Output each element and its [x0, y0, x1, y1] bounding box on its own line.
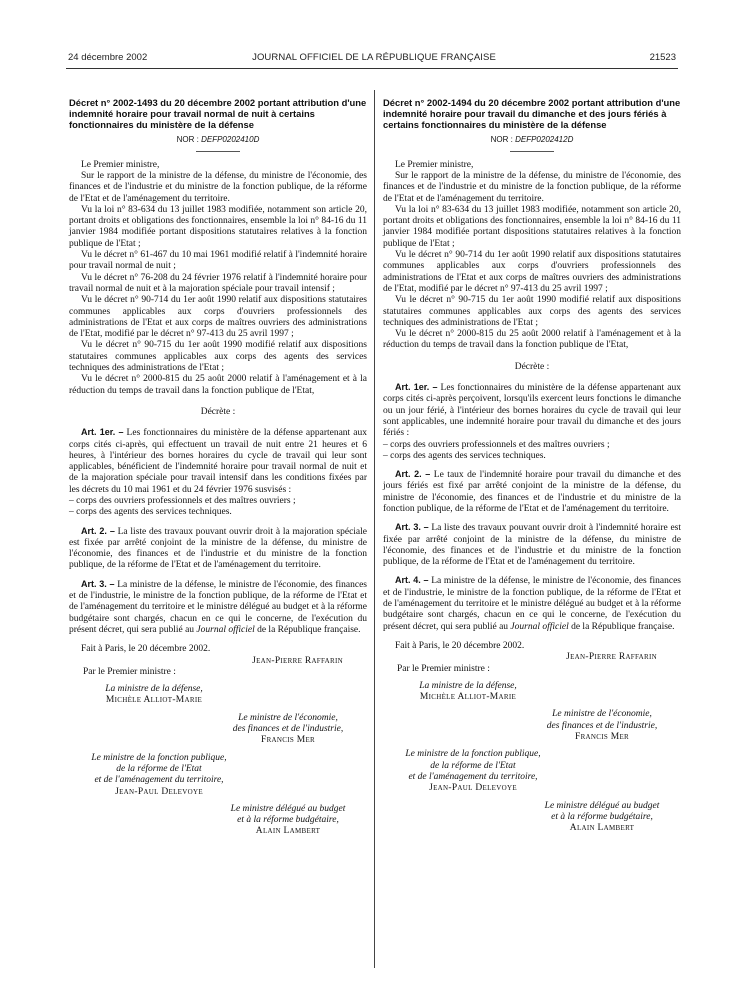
visa-paragraph: Vu le décret n° 2000-815 du 25 août 2000 relatif à l'aménagement et à la réduction du temps de travail dans la fonction publique de l'Etat, — [383, 329, 681, 351]
signatory-name: Michèle Alliot-Marie — [419, 692, 517, 703]
column-divider — [374, 90, 375, 968]
signatory-budget — [209, 804, 367, 838]
title-rule — [510, 151, 554, 152]
decrete-heading: Décrète : — [514, 361, 550, 372]
article-text: La liste des travaux pouvant ouvrir droit à la majoration spéciale est fixée par arrêté conjoint de la ministre de la défense, du ministre de l'économie, des finances et de l'industrie et du ministre de la fonction publique, de la réforme de l'Etat et de l'aménagement du territoire. — [69, 526, 367, 571]
signatory-role: et de l'aménagement du territoire, — [94, 775, 224, 786]
signatory-pm: Jean-Pierre Raffarin — [566, 652, 657, 663]
signatory-name: Alain Lambert — [569, 823, 635, 834]
signatory-role: et de l'aménagement du territoire, — [408, 771, 538, 782]
signatory-role: de la réforme de l'Etat — [116, 763, 202, 774]
signatory-economie — [209, 713, 367, 747]
article-text: Le taux de l'indemnité horaire pour travail du dimanche et des jours fériés est fixé par arrêté conjoint de la ministre de la défense, du ministre de l'économie, des finances et de l'industrie et du ministre de la fonction publique, de la réforme de l'Etat et de l'aménagement du territoire. — [383, 470, 682, 514]
article-text-end: de la République française. — [568, 621, 675, 632]
list-item: – corps des agents des services techniques. — [383, 450, 546, 461]
article-3 — [383, 522, 681, 568]
journal-officiel-ref: Journal officiel — [196, 624, 255, 635]
article-text: Les fonctionnaires du ministère de la défense appartenant aux corps cités ci-après, qui effectuent un travail de nuit entre 21 heures et 6 heures, à l'intérieur des bornes horaires du cycle de travail qui leur sont applicables, bénéficient de l'indemnité horaire pour travail normal de nuit et de la majoration spéciale pour travail intensif dans les conditions fixées par les décrets du 10 mai 1961 et du 24 février 1976 susvisés : — [69, 428, 367, 495]
article-label: Art. 2. – — [81, 525, 115, 536]
list-item: – corps des ouvriers professionnels et des maîtres ouvriers ; — [383, 439, 610, 450]
signatory-name: Alain Lambert — [255, 826, 321, 837]
visa-paragraph: Sur le rapport de la ministre de la défense, du ministre de l'économie, des finances et de l'industrie et du ministre de la fonction publique, de la réforme de l'Etat et de l'aménagement du territoire. — [383, 170, 681, 204]
signatory-role: des finances et de l'industrie, — [232, 724, 344, 735]
visa-paragraph: Vu le décret n° 90-714 du 1er août 1990 relatif aux dispositions statutaires communes applicables aux corps d'ouvriers professionnels des administrations de l'Etat et aux corps de maîtres ouvriers des administrations de l'Etat, modifié par le décret n° 97-413 du 25 avril 1997 ; — [69, 295, 367, 340]
header-page-number: 21523 — [649, 52, 676, 63]
visa-paragraph: Le Premier ministre, — [395, 159, 474, 170]
par-premier-ministre: Par le Premier ministre : — [397, 663, 490, 674]
signatory-role: Le ministre délégué au budget — [230, 803, 346, 814]
signatory-role: La ministre de la défense, — [419, 680, 517, 691]
visa-paragraph: Vu la loi n° 83-634 du 13 juillet 1983 modifiée, notamment son article 20, portant droits et obligations des fonctionnaires, ensemble la loi n° 84-16 du 11 janvier 1984 modifiée portant dispositions statutaires relatives à la fonction publique de l'Etat ; — [69, 204, 367, 249]
article-2 — [383, 469, 681, 515]
nor-label: NOR : — [490, 135, 516, 145]
signatory-economie — [523, 709, 681, 743]
visa-paragraph: Vu le décret n° 76-208 du 24 février 1976 relatif à l'indemnité horaire pour travail normal de nuit et à la majoration spéciale pour travail intensif ; — [69, 272, 367, 294]
decree-title: Décret n° 2002-1493 du 20 décembre 2002 portant attribution d'une indemnité horaire pour travail normal de nuit à certains fonctionnaires du ministère de la défense — [69, 97, 367, 130]
signatory-role: Le ministre de la fonction publique, — [405, 749, 541, 760]
signatory-defense — [69, 684, 239, 707]
visa-paragraph: Vu le décret n° 90-715 du 1er août 1990 modifié relatif aux dispositions statutaires communes applicables aux corps des agents des services techniques des administrations de l'Etat ; — [69, 340, 367, 374]
decree-title: Décret n° 2002-1494 du 20 décembre 2002 portant attribution d'une indemnité horaire pour travail du dimanche et des jours fériés à certains fonctionnaires du ministère de la défense — [383, 97, 681, 130]
visa-paragraph: Vu le décret n° 90-715 du 1er août 1990 modifié relatif aux dispositions statutaires communes applicables aux corps des agents des services techniques des administrations de l'Etat ; — [383, 295, 681, 328]
visa-paragraph: Vu la loi n° 83-634 du 13 juillet 1983 modifiée, notamment son article 20, portant droits et obligations des fonctionnaires, ensemble la loi n° 84-16 du 11 janvier 1984 modifiée portant dispositions statutaires relatives à la fonction publique de l'Etat ; — [383, 204, 681, 249]
visa-paragraph: Le Premier ministre, — [81, 159, 160, 170]
signatory-fonction-publique — [69, 753, 249, 798]
signatory-role: La ministre de la défense, — [105, 684, 203, 695]
signatory-fonction-publique — [383, 749, 563, 794]
article-3 — [69, 579, 367, 636]
article-2 — [69, 526, 367, 572]
journal-officiel-ref: Journal officiel — [510, 621, 569, 632]
signatory-name: Michèle Alliot-Marie — [105, 695, 203, 706]
header-rule — [66, 68, 678, 69]
article-1 — [383, 382, 681, 439]
title-rule — [196, 151, 240, 152]
article-text: Les fonctionnaires du ministère de la défense appartenant aux corps cités ci-après perçoivent, lorsqu'ils exercent leurs fonctions le dimanche ou un jour férié, à l'intérieur des bornes horaires du cycle de travail qui leur sont applicables, une indemnité horaire pour travail du dimanche et des jours fériés : — [383, 383, 681, 439]
nor-code: DEFP0202410D — [201, 135, 260, 145]
visa-paragraph: Vu le décret n° 90-714 du 1er août 1990 relatif aux dispositions statutaires communes applicables aux corps d'ouvriers professionnels des administrations de l'Etat et aux corps de maîtres ouvriers des administrations de l'Etat, modifié par le décret n° 97-413 du 25 avril 1997 ; — [383, 250, 681, 294]
signatory-role: et à la réforme budgétaire, — [551, 811, 653, 822]
article-label: Art. 1er. – — [395, 382, 438, 393]
decrete-heading: Décrète : — [200, 406, 236, 417]
article-text: La liste des travaux pouvant ouvrir droit à l'indemnité horaire est fixée par arrêté conjoint de la ministre de la défense, du ministre de l'économie, des finances et de l'industrie et du ministre de la fonction publique, de la réforme de l'Etat et de l'aménagement du territoire. — [383, 523, 682, 568]
signatory-role: Le ministre délégué au budget — [544, 800, 660, 811]
signatory-name: Jean-Paul Delevoye — [429, 783, 517, 794]
article-label: Art. 3. – — [395, 522, 429, 533]
header-date: 24 décembre 2002 — [68, 52, 148, 63]
nor-label: NOR : — [176, 135, 202, 145]
signatory-name: Francis Mer — [574, 732, 630, 743]
signatory-budget — [523, 801, 681, 835]
signatory-name: Francis Mer — [260, 735, 316, 746]
signatory-name: Jean-Paul Delevoye — [115, 786, 203, 797]
signatory-role: Le ministre de l'économie, — [238, 712, 338, 723]
article-label: Art. 1er. – — [81, 427, 124, 438]
list-item: – corps des agents des services techniques. — [69, 507, 232, 518]
signatory-role: des finances et de l'industrie, — [546, 720, 658, 731]
visa-paragraph: Vu le décret n° 61-467 du 10 mai 1961 modifié relatif à l'indemnité horaire pour travail normal de nuit ; — [69, 250, 367, 272]
signatory-pm: Jean-Pierre Raffarin — [252, 655, 343, 666]
nor-reference — [383, 134, 681, 145]
article-text: La ministre de la défense, le ministre de l'économie, des finances et de l'industrie, le ministre de la fonction publique, de la réforme de l'Etat et de l'aménagement du territoire et le ministre délégué au budget et à la réforme budgétaire sont chargés, chacun en ce qui le concerne, de l'exécution du présent décret, qui sera publié au — [383, 576, 681, 632]
signatory-role: Le ministre de la fonction publique, — [91, 752, 227, 763]
article-label: Art. 2. – — [395, 469, 431, 480]
article-text: La ministre de la défense, le ministre de l'économie, des finances et de l'industrie, le ministre de la fonction publique, de la réforme de l'Etat et de l'aménagement du territoire et le ministre délégué au budget et à la réforme budgétaire sont chargés, chacun en ce qui le concerne, de l'exécution du présent décret, qui sera publié au — [69, 579, 367, 635]
article-1 — [69, 427, 367, 496]
signing-place-date: Fait à Paris, le 20 décembre 2002. — [395, 640, 525, 651]
signatory-defense — [383, 681, 553, 704]
header-journal-title: JOURNAL OFFICIEL DE LA RÉPUBLIQUE FRANÇAISE — [252, 52, 496, 63]
visa-paragraph: Vu le décret n° 2000-815 du 25 août 2000 relatif à l'aménagement et à la réduction du temps de travail dans la fonction publique de l'Etat, — [69, 374, 367, 396]
article-label: Art. 4. – — [395, 575, 429, 586]
article-label: Art. 3. – — [81, 578, 115, 589]
visa-paragraph: Sur le rapport de la ministre de la défense, du ministre de l'économie, des finances et de l'industrie et du ministre de la fonction publique, de la réforme de l'Etat et de l'aménagement du territoire. — [69, 170, 367, 204]
signatory-role: de la réforme de l'Etat — [430, 760, 516, 771]
article-4 — [383, 575, 681, 632]
signatory-role: et à la réforme budgétaire, — [237, 815, 339, 826]
par-premier-ministre: Par le Premier ministre : — [83, 666, 176, 677]
left-column-decree — [69, 98, 367, 838]
list-item: – corps des ouvriers professionnels et des maîtres ouvriers ; — [69, 496, 296, 506]
nor-code: DEFP0202412D — [515, 135, 574, 145]
signing-place-date: Fait à Paris, le 20 décembre 2002. — [81, 644, 211, 655]
signatory-role: Le ministre de l'économie, — [552, 709, 652, 720]
nor-reference — [69, 134, 367, 145]
article-text-end: de la République française. — [254, 624, 361, 635]
right-column-decree — [383, 98, 681, 834]
